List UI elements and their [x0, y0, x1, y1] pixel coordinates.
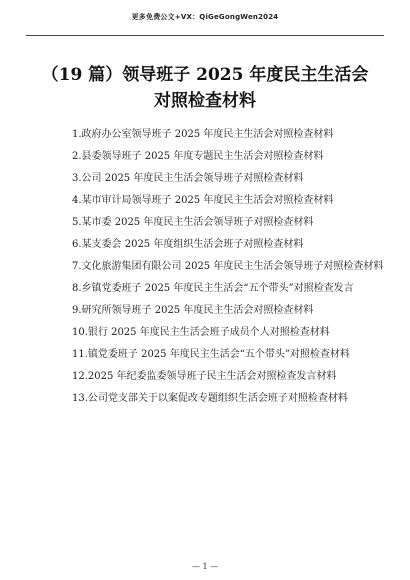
document-title — [20, 62, 390, 114]
toc-item-1: 1.政府办公室领导班子 2025 年度民主生活会对照检查材料 — [72, 129, 334, 140]
page-number: — 1 — — [191, 562, 219, 571]
toc-item-7: 7.文化旅游集团有限公司 2025 年度民主生活会领导班子对照检查材料 — [72, 261, 384, 272]
toc-item-12: 12.2025 年纪委监委领导班子民主生活会对照检查发言材料 — [72, 371, 337, 382]
toc-item-10: 10.银行 2025 年度民主生活会班子成员个人对照检查材料 — [72, 327, 330, 338]
header-divider — [26, 35, 384, 36]
toc-item-13: 13.公司党支部关于以案促改专题组织生活会班子对照检查材料 — [72, 393, 348, 404]
header-note: 更多免费公文+VX：QiGeGongWen2024 — [131, 13, 279, 21]
table-of-contents — [46, 124, 386, 410]
toc-item-9: 9.研究所领导班子 2025 年度民主生活会对照检查材料 — [72, 305, 314, 316]
toc-item-2: 2.县委领导班子 2025 年度专题民主生活会对照检查材料 — [72, 151, 324, 162]
toc-item-3: 3.公司 2025 年度民主生活会领导班子对照检查材料 — [72, 173, 304, 184]
toc-item-6: 6.某支委会 2025 年度组织生活会班子对照检查材料 — [72, 239, 304, 250]
toc-item-11: 11.镇党委班子 2025 年度民主生活会“五个带头”对照检查材料 — [72, 349, 350, 360]
toc-item-5: 5.某市委 2025 年度民主生活会领导班子对照检查材料 — [72, 217, 314, 228]
title-line-1: （19 篇）领导班子 2025 年度民主生活会 — [41, 65, 369, 85]
title-line-2: 对照检查材料 — [154, 91, 256, 111]
toc-item-4: 4.某市审计局领导班子 2025 年度民主生活会对照检查材料 — [72, 195, 334, 206]
toc-item-8: 8.乡镇党委班子 2025 年度民主生活会“五个带头”对照检查发言 — [72, 283, 354, 294]
